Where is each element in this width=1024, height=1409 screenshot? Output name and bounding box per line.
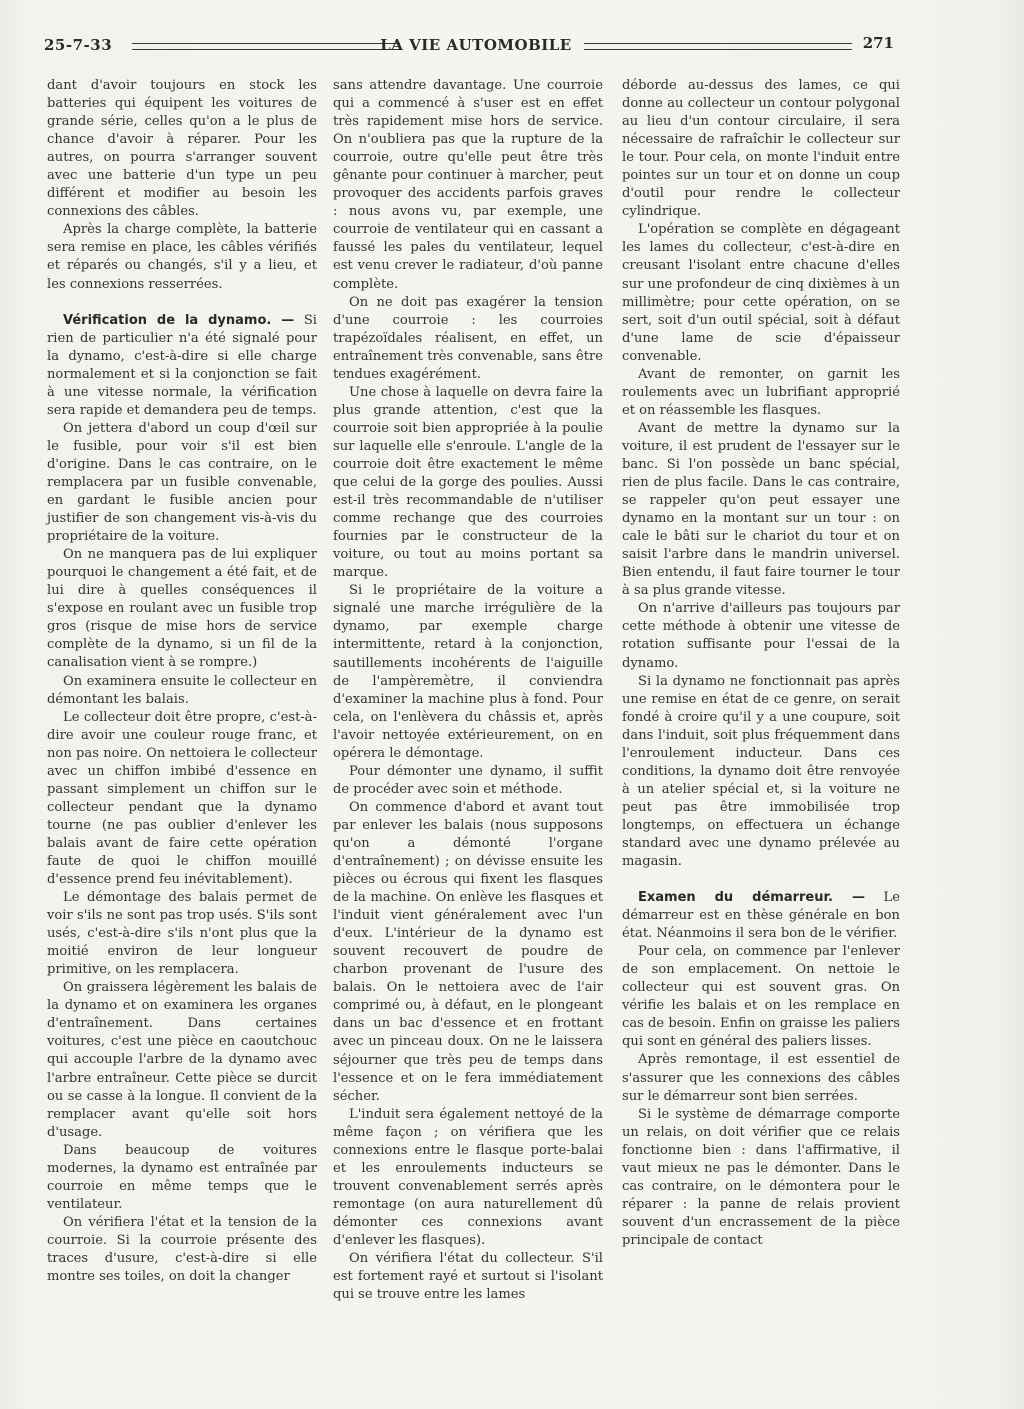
paragraph: Si le propriétaire de la voiture a signalé une marche irrégulière de la dynamo, par exemple charge intermittente, retard à la conjonction, sautillements incohérents de l'aiguille de l'ampèremètre, il conviendra d'examiner la machine plus à fond. Pour cela, on l'enlèvera du châssis et, après l'avoir nettoyée extérieurement, on en opérera le démontage. <box>333 583 603 761</box>
paragraph: déborde au-dessus des lames, ce qui donne au collecteur un contour polygonal au lieu d'un contour circulaire, il sera nécessaire de rafraîchir le collecteur sur le tour. Pour cela, on monte l'induit entre pointes sur un tour et on donne un coup d'outil pour rendre le collecteur cylindrique. <box>622 78 900 220</box>
paragraph: Pour cela, on commence par l'enlever de son emplacement. On nettoie le collecteur qui est souvent gras. On vérifie les balais et on les remplace en cas de besoin. Enfin on graisse les paliers qui sont en général des paliers lisses. <box>622 944 900 1050</box>
page-number: 271 <box>862 34 894 52</box>
paragraph: L'induit sera également nettoyé de la même façon ; on vérifiera que les connexions entre le flasque porte-balai et les enroulements inducteurs se trouvent convenablement serrés après remontage (on aura naturellement dû démonter ces connexions avant d'enlever les flasques). <box>333 1106 603 1248</box>
magazine-title: LA VIE AUTOMOBILE <box>380 36 572 54</box>
paragraph: On vérifiera l'état du collecteur. S'il est fortement rayé et surtout si l'isolant qui se trouve entre les lames <box>333 1251 603 1303</box>
paragraph: On graissera légèrement les balais de la dynamo et on examinera les organes d'entraînement. Dans certaines voitures, c'est une pièce en caoutchouc qui accouple l'arbre de la dynamo avec l'arbre entraîneur. Cette pièce se durcit ou se casse à la longue. Il convient de la remplacer avant qu'elle soit hors d'usage. <box>47 980 317 1140</box>
paragraph: Après remontage, il est essentiel de s'assurer que les connexions des câbles sur le démarreur sont bien serrées. <box>622 1052 900 1104</box>
paragraph: dant d'avoir toujours en stock les batteries qui équipent les voitures de grande série, celles qu'on a le plus de chance d'avoir à réparer. Pour les autres, on pourra s'arranger souvent avec une batterie d'un type un peu différent et modifier au besoin les connexions des câbles. <box>47 78 317 220</box>
paragraph: sans attendre davantage. Une courroie qui a commencé à s'user est en effet très rapidement mise hors de service. On n'oubliera pas que la rupture de la courroie, outre qu'elle peut être très gênante pour continuer à marcher, peut provoquer des accidents parfois graves : nous avons vu, par exemple, une courroie de ventilateur qui en cassant a faussé les pales du ventilateur, lequel est venu crever le radiateur, d'où panne complète. <box>333 78 603 292</box>
text-column-1 <box>47 77 317 1286</box>
paragraph: On commence d'abord et avant tout par enlever les balais (nous supposons qu'on a démonté l'organe d'entraînement) ; on dévisse ensuite les pièces ou écrous qui fixent les flasques de la machine. On enlève les flasques et l'induit vient généralement avec l'un d'eux. L'intérieur de la dynamo est souvent recouvert de poudre de charbon provenant de l'usure des balais. On le nettoiera avec de l'air comprimé ou, à défaut, en le plongeant dans un bac d'essence et en frottant avec un pinceau doux. On ne le laissera séjourner que très peu de temps dans l'essence et on le fera immédiatement sécher. <box>333 799 603 1104</box>
paragraph: Le collecteur doit être propre, c'est-à-dire avoir une couleur rouge franc, et non pas noire. On nettoiera le collecteur avec un chiffon imbibé d'essence en passant simplement un chiffon sur le collecteur pendant que la dynamo tourne (ne pas oublier d'enlever les balais avant de faire cette opération faute de quoi le chiffon mouillé d'essence prend feu inévitablement). <box>47 709 317 888</box>
text-column-2 <box>333 77 603 1304</box>
paragraph: On jettera d'abord un coup d'œil sur le fusible, pour voir s'il est bien d'origine. Dans le cas contraire, on le remplacera par un fusible convenable, en gardant le fusible ancien pour justifier de son changement vis-à-vis du propriétaire de la voiture. <box>47 420 317 545</box>
paragraph: L'opération se complète en dégageant les lames du collecteur, c'est-à-dire en creusant l'isolant entre chacune d'elles sur une profondeur de cinq dixièmes à un millimètre; pour cette opération, on se sert, soit d'un outil spécial, soit à défaut d'une lame de scie d'épaisseur convenable. <box>622 222 900 364</box>
paragraph: On ne manquera pas de lui expliquer pourquoi le changement a été fait, et de lui dire à quelles conséquences il s'expose en roulant avec un fusible trop gros (risque de mise hors de service complète de la dynamo, si un fil de la canalisation vient à se rompre.) <box>47 547 317 671</box>
issue-date: 25-7-33 <box>44 36 113 54</box>
paragraph: Si la dynamo ne fonctionnait pas après une remise en état de ce genre, on serait fondé à croire qu'il y a une coupure, soit dans l'induit, soit plus fréquemment dans l'enroulement inducteur. Dans ces conditions, la dynamo doit être renvoyée à un atelier spécial et, si la voiture ne peut pas être immobilisée trop longtemps, on effectuera un échange standard avec une dynamo prélevée au magasin. <box>622 673 900 870</box>
paragraph: On ne doit pas exagérer la tension d'une courroie : les courroies trapézoïdales réalisent, en effet, un entraînement très convenable, sans être tendues exagérément. <box>333 294 603 382</box>
section-heading-demarreur: Examen du démarreur. — <box>638 890 865 906</box>
paragraph: Dans beaucoup de voitures modernes, la dynamo est entraînée par courroie en même temps que le ventilateur. <box>47 1142 317 1212</box>
section-heading-dynamo: Vérification de la dynamo. — <box>63 312 295 328</box>
paragraph: Après la charge complète, la batterie sera remise en place, les câbles vérifiés et réparés ou changés, s'il y a lieu, et les connexions resserrées. <box>47 222 317 292</box>
paragraph: On vérifiera l'état et la tension de la courroie. Si la courroie présente des traces d'usure, c'est-à-dire si elle montre ses toiles, on doit la changer <box>47 1214 317 1285</box>
paragraph: Avant de remonter, on garnit les roulements avec un lubrifiant approprié et on réassemble les flasques. <box>622 366 900 418</box>
paragraph: Avant de mettre la dynamo sur la voiture, il est prudent de l'essayer sur le banc. Si l'on possède un banc spécial, rien de plus facile. Dans le cas contraire, se rappeler qu'on peut essayer une dynamo en la montant sur un tour : on cale le bâti sur le chariot du tour et on saisit l'arbre dans le mandrin universel. Bien entendu, il faut faire tourner le tour à sa plus grande vitesse. <box>622 420 900 599</box>
section-demarreur <box>622 889 900 943</box>
header-rule-right <box>584 43 852 50</box>
paragraph: On examinera ensuite le collecteur en démontant les balais. <box>47 673 317 707</box>
header-rule-left <box>132 43 400 50</box>
paragraph: On n'arrive d'ailleurs pas toujours par cette méthode à obtenir une vitesse de rotation suffisante pour l'essai de la dynamo. <box>622 601 900 671</box>
text-column-3 <box>622 77 900 1250</box>
paragraph: Le démontage des balais permet de voir s'ils ne sont pas trop usés. S'ils sont usés, c'est-à-dire s'ils n'ont plus que la moitié environ de leur longueur primitive, on les remplacera. <box>47 890 317 978</box>
paragraph: Une chose à laquelle on devra faire la plus grande attention, c'est que la courroie soit bien appropriée à la poulie sur laquelle elle s'enroule. L'angle de la courroie doit être exactement le même que celui de la gorge des poulies. Aussi est-il très recommandable de n'utiliser comme rechange que des courroies fournies par le constructeur de la voiture, ou tout au moins portant sa marque. <box>333 384 603 581</box>
paragraph: Si le système de démarrage comporte un relais, on doit vérifier que ce relais fonctionne bien : dans l'affirmative, il vaut mieux ne pas le démonter. Dans le cas contraire, on le démontera pour le réparer : la panne de relais provient souvent d'un encrassement de la pièce principale de contact <box>622 1106 900 1248</box>
paragraph-text: Si rien de particulier n'a été signalé pour la dynamo, c'est-à-dire si elle charge normalement et si la conjonction se fait à une vitesse normale, la vérification sera rapide et demandera peu de temps. <box>47 312 317 418</box>
page-header <box>44 32 894 56</box>
paragraph: Pour démonter une dynamo, il suffit de procéder avec soin et méthode. <box>333 763 603 797</box>
paragraph-text: Le démarreur est en thèse générale en bon état. Néanmoins il sera bon de le vérifier. <box>622 890 901 942</box>
section-dynamo <box>47 312 317 420</box>
